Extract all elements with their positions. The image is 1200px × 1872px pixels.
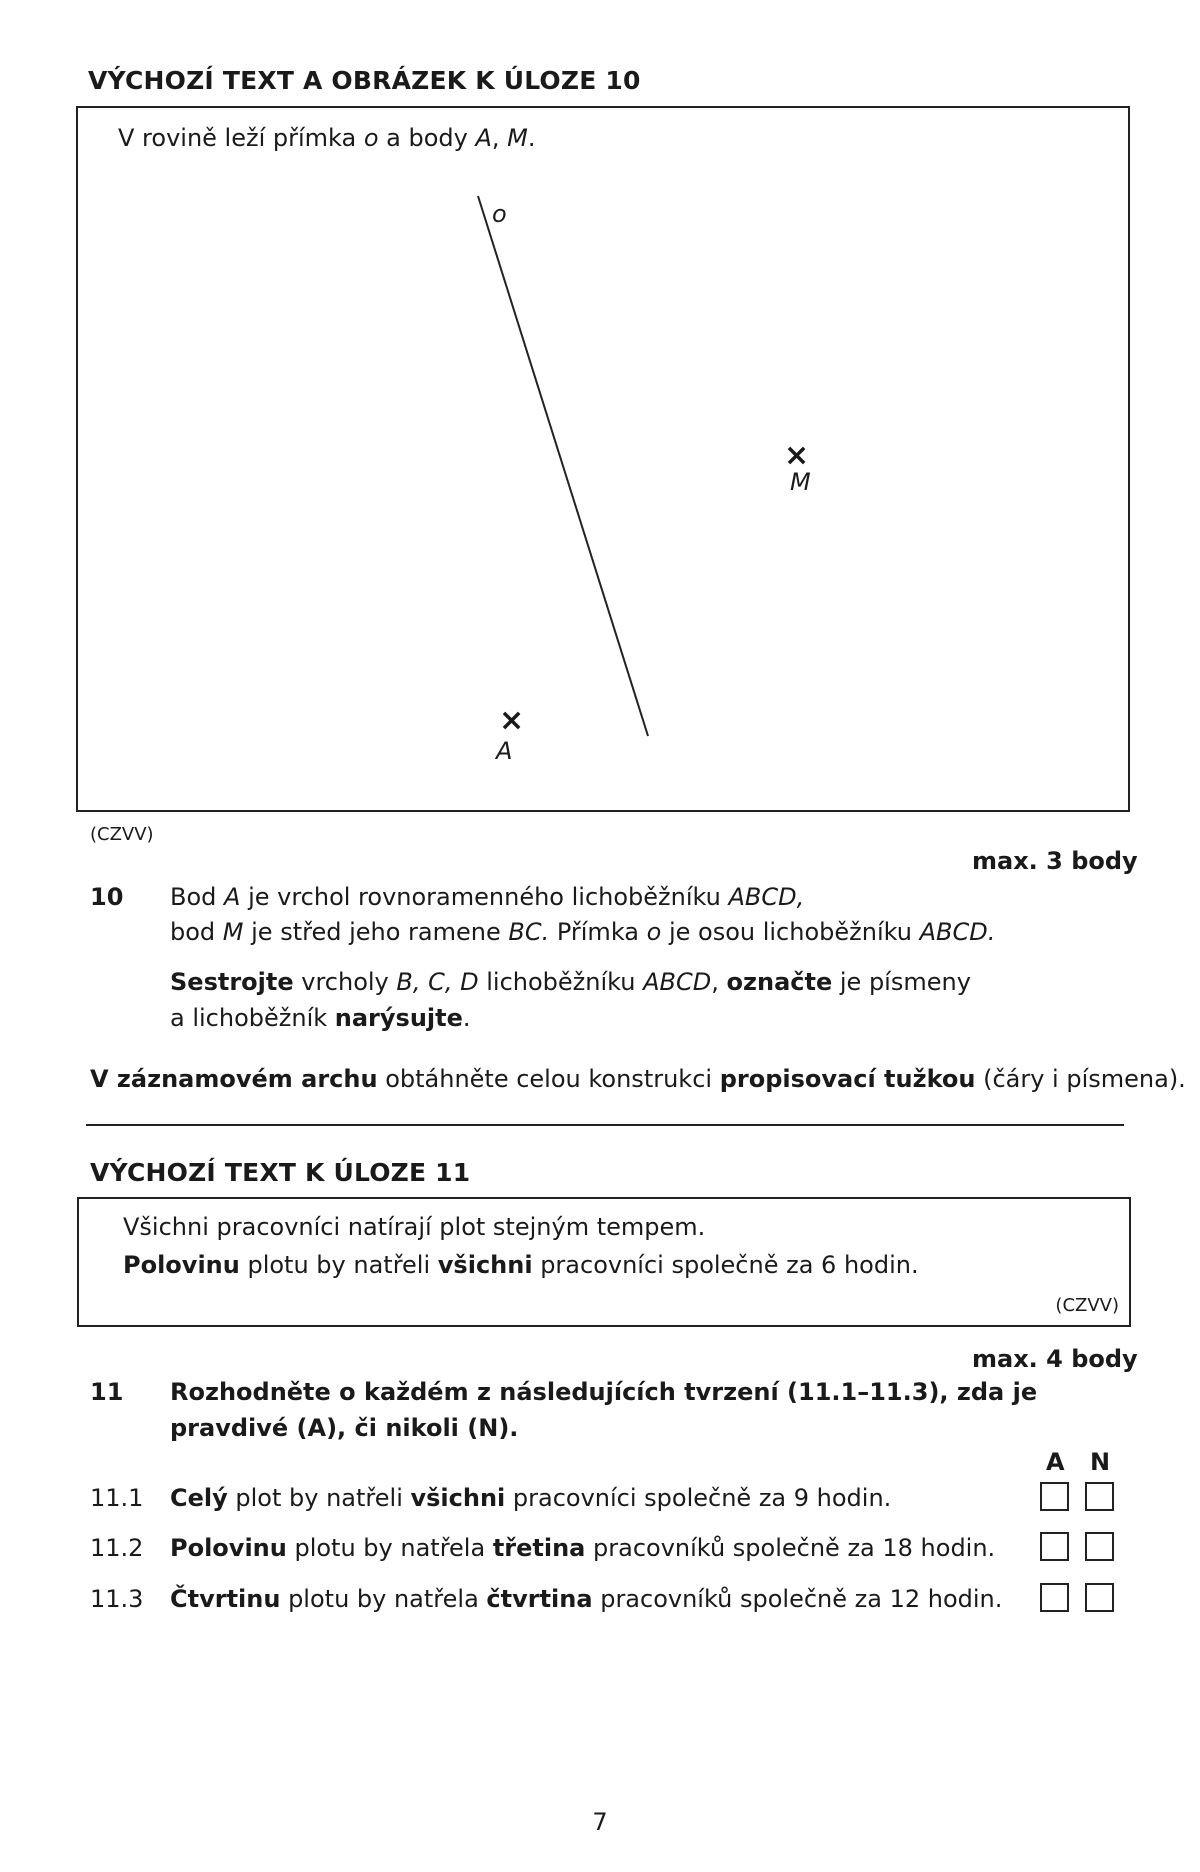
task10-intro-text: V rovině leží přímka o a body A, M. xyxy=(118,124,536,152)
page-number: 7 xyxy=(592,1808,608,1836)
point-m-ref: M xyxy=(507,124,528,152)
task10-max-points: max. 3 body xyxy=(972,847,1138,875)
point-a-marker: × xyxy=(499,703,525,738)
task10-note: V záznamovém archu obtáhněte celou konstrukci propisovací tužkou (čáry i písmena). xyxy=(90,1065,1186,1093)
line-o xyxy=(478,196,648,736)
task11-box-line1: Všichni pracovníci natírají plot stejným tempem. xyxy=(123,1213,706,1241)
point-a-label: A xyxy=(496,737,513,765)
task10-line1: Bod A je vrchol rovnoramenného lichoběžníku ABCD, xyxy=(170,883,805,911)
line-o-ref: o xyxy=(363,124,379,152)
task10-source: (CZVV) xyxy=(90,824,154,845)
item-11-3-false-checkbox[interactable] xyxy=(1085,1583,1114,1612)
task11-max-points: max. 4 body xyxy=(972,1345,1138,1373)
item-number: 11.1 xyxy=(90,1484,144,1512)
task10-line2: bod M je střed jeho ramene BC. Přímka o je osou lichoběžníku ABCD. xyxy=(170,918,996,946)
item-statement: Celý plot by natřeli všichni pracovníci společně za 9 hodin. xyxy=(170,1484,892,1512)
item-11-2-false-checkbox[interactable] xyxy=(1085,1532,1114,1561)
column-a-header: A xyxy=(1046,1448,1065,1476)
task11-info-box xyxy=(77,1197,1131,1327)
task10-line4: a lichoběžník narýsujte. xyxy=(170,1004,471,1032)
item-statement: Čtvrtinu plotu by natřela čtvrtina pracovníků společně za 12 hodin. xyxy=(170,1585,1003,1613)
task11-heading: VÝCHOZÍ TEXT K ÚLOZE 11 xyxy=(90,1158,471,1187)
task11-question-line1: Rozhodněte o každém z následujících tvrzení (11.1–11.3), zda je xyxy=(170,1378,1038,1406)
task10-line3: Sestrojte vrcholy B, C, D lichoběžníku ABCD, označte je písmeny xyxy=(170,968,971,996)
task11-source: (CZVV) xyxy=(1055,1295,1119,1316)
task11-question-line2: pravdivé (A), či nikoli (N). xyxy=(170,1414,519,1442)
line-o-label: o xyxy=(492,200,507,228)
task10-heading: VÝCHOZÍ TEXT A OBRÁZEK K ÚLOZE 10 xyxy=(88,66,641,95)
item-statement: Polovinu plotu by natřela třetina pracovníků společně za 18 hodin. xyxy=(170,1534,996,1562)
point-a-ref: A xyxy=(475,124,492,152)
section-divider xyxy=(86,1124,1124,1126)
task11-number: 11 xyxy=(90,1378,124,1406)
item-number: 11.3 xyxy=(90,1585,144,1613)
item-number: 11.2 xyxy=(90,1534,144,1562)
point-m-marker: × xyxy=(784,438,810,473)
item-11-1-true-checkbox[interactable] xyxy=(1040,1482,1069,1511)
column-n-header: N xyxy=(1090,1448,1111,1476)
item-11-1-false-checkbox[interactable] xyxy=(1085,1482,1114,1511)
task10-number: 10 xyxy=(90,883,124,911)
point-m-label: M xyxy=(790,468,811,496)
task11-box-line2: Polovinu plotu by natřeli všichni pracovníci společně za 6 hodin. xyxy=(123,1251,919,1279)
item-11-2-true-checkbox[interactable] xyxy=(1040,1532,1069,1561)
item-11-3-true-checkbox[interactable] xyxy=(1040,1583,1069,1612)
